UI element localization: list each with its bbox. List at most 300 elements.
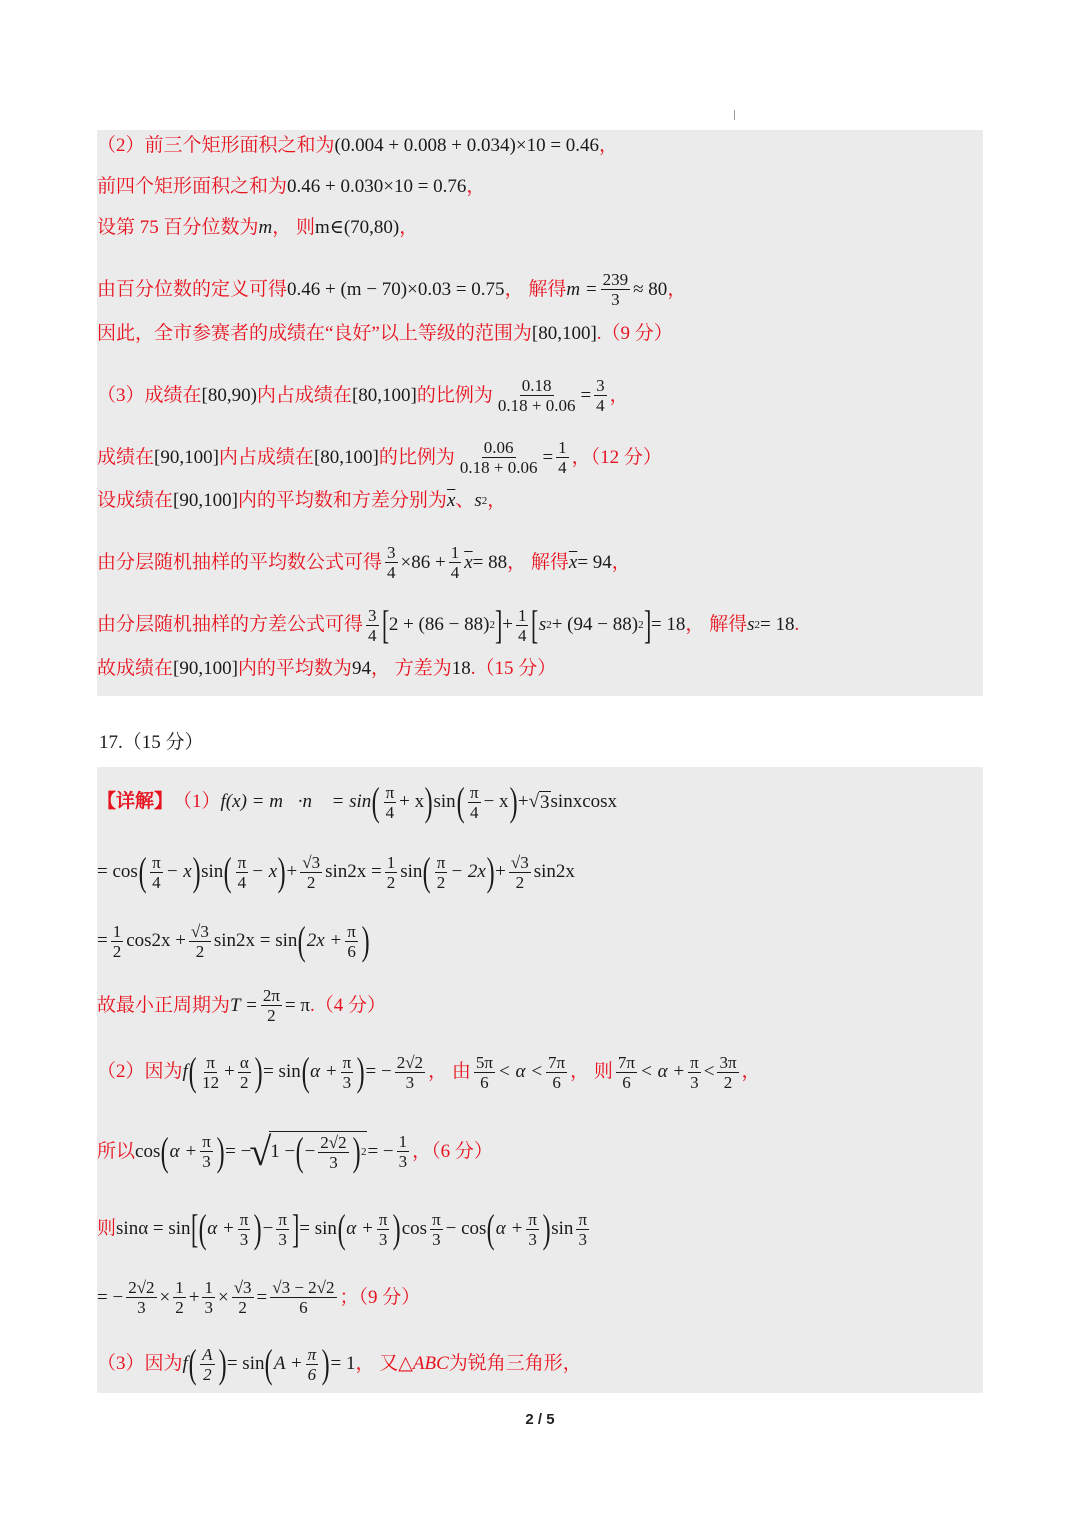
left-paren: ( bbox=[295, 1129, 304, 1174]
math: [80,100] bbox=[351, 384, 417, 406]
right-paren: ) bbox=[321, 1341, 330, 1386]
math: = bbox=[256, 1286, 268, 1308]
math: (0.004 + 0.008 + 0.034)×10 = 0.46 bbox=[334, 135, 600, 156]
superscript: 2 bbox=[546, 619, 552, 631]
line-part3-given bbox=[97, 1341, 582, 1386]
math: ABC bbox=[412, 1353, 449, 1374]
sqrt-sign: √ bbox=[249, 1128, 272, 1174]
text: 成绩在 bbox=[97, 446, 155, 468]
right-paren: ) bbox=[218, 1341, 227, 1386]
left-paren: ( bbox=[298, 918, 307, 963]
numerator: 2π bbox=[262, 986, 280, 1005]
fraction bbox=[150, 853, 163, 892]
right-paren: ) bbox=[486, 849, 495, 894]
right-paren: ) bbox=[216, 1128, 225, 1174]
math: 0.46 + (m − 70)×0.03 = 0.75 bbox=[287, 278, 505, 300]
math: 2 + (86 − 88) bbox=[388, 614, 490, 635]
denominator: 6 bbox=[307, 1364, 317, 1384]
math: sin bbox=[400, 861, 423, 882]
numerator: π bbox=[528, 1209, 537, 1229]
denominator: 4 bbox=[470, 802, 479, 822]
right-paren: ) bbox=[424, 779, 433, 824]
denominator: 2 bbox=[386, 872, 396, 892]
math: sin2x = sin bbox=[213, 930, 298, 951]
text: .（9 分） bbox=[596, 323, 673, 344]
line-mean-variance-setup bbox=[97, 490, 506, 512]
fraction bbox=[366, 606, 379, 645]
math: = 18 bbox=[650, 614, 686, 635]
solution-block-16 bbox=[97, 130, 983, 696]
math: = sin bbox=[299, 1218, 337, 1239]
text: ， bbox=[667, 278, 687, 300]
numerator: π bbox=[578, 1209, 588, 1229]
numerator: 0.18 bbox=[521, 376, 552, 395]
line-part1-simplify bbox=[97, 918, 370, 963]
fraction bbox=[601, 270, 631, 309]
numerator: 2√2 bbox=[320, 1132, 347, 1152]
text: 内占成绩在 bbox=[256, 384, 352, 406]
math: s bbox=[538, 614, 547, 635]
math: = 18 bbox=[760, 614, 795, 635]
math: − bbox=[304, 1141, 316, 1162]
numerator: 1 bbox=[112, 921, 122, 941]
fraction bbox=[430, 1210, 443, 1249]
left-paren: ( bbox=[188, 1049, 197, 1094]
math: + bbox=[188, 1286, 200, 1308]
denominator: 0.18 + 0.06 bbox=[459, 458, 538, 477]
sqrt-sign: √ bbox=[528, 791, 540, 812]
denominator: 4 bbox=[152, 872, 161, 892]
numerator: 0.06 bbox=[483, 438, 514, 457]
superscript: 2 bbox=[638, 619, 644, 631]
math: = bbox=[97, 930, 108, 951]
text: 由百分位数的定义可得 bbox=[97, 278, 288, 300]
text: . bbox=[794, 614, 800, 635]
math: = bbox=[580, 384, 592, 406]
text: 、 bbox=[455, 490, 475, 511]
denominator: 2 bbox=[112, 941, 122, 961]
denominator: 3 bbox=[378, 1229, 388, 1249]
denominator: 3 bbox=[578, 1229, 587, 1249]
math: + bbox=[495, 861, 506, 882]
right-paren: ) bbox=[509, 779, 518, 824]
math: < α < bbox=[497, 1061, 544, 1082]
denominator: 2 bbox=[436, 872, 446, 892]
line-period bbox=[97, 986, 386, 1025]
numerator: 2√2 bbox=[396, 1052, 424, 1072]
fraction bbox=[276, 1210, 289, 1249]
math: ≈ 80 bbox=[633, 278, 668, 300]
fraction bbox=[397, 1132, 410, 1171]
line-percentile-solve bbox=[97, 270, 686, 309]
text: 故最小正周期为 bbox=[97, 994, 231, 1016]
math: 18 bbox=[451, 658, 471, 679]
right-paren: ) bbox=[192, 849, 201, 894]
math: [80,90) bbox=[201, 384, 257, 406]
line-part2-first-three bbox=[97, 135, 618, 157]
superscript: 2 bbox=[489, 619, 495, 631]
text: 内的平均数和方差分别为 bbox=[237, 490, 447, 511]
left-paren: ( bbox=[188, 1341, 197, 1386]
math: = cos bbox=[97, 861, 138, 882]
math: sinxcosx bbox=[550, 791, 618, 812]
denominator: 4 bbox=[596, 396, 605, 415]
math: < bbox=[703, 1061, 715, 1082]
math: sin bbox=[201, 861, 224, 882]
denominator: 4 bbox=[237, 872, 247, 892]
numerator: π bbox=[436, 852, 446, 872]
right-paren: ) bbox=[361, 918, 370, 963]
left-paren: ( bbox=[198, 1206, 207, 1251]
math: + bbox=[224, 1061, 235, 1082]
fraction bbox=[509, 853, 531, 892]
math: = sin bbox=[263, 1061, 301, 1082]
math: [90,100] bbox=[173, 490, 238, 511]
left-paren: ( bbox=[161, 1128, 170, 1174]
fraction bbox=[546, 1053, 567, 1092]
text: ， bbox=[741, 1061, 761, 1082]
text: ，（12 分） bbox=[571, 446, 662, 468]
numerator: 1 bbox=[398, 1132, 408, 1151]
line-part3-ratio-b bbox=[97, 438, 662, 477]
text: 内占成绩在 bbox=[218, 446, 314, 468]
fraction bbox=[200, 1053, 221, 1092]
math: sin bbox=[551, 1218, 574, 1239]
math: α + bbox=[207, 1218, 235, 1239]
fraction bbox=[474, 1053, 495, 1092]
numerator: 239 bbox=[602, 270, 629, 289]
numerator: π bbox=[206, 1052, 215, 1072]
left-paren: ( bbox=[371, 779, 380, 824]
question-17-heading: 17.（15 分） bbox=[99, 732, 204, 753]
numerator: α bbox=[239, 1052, 249, 1072]
header-tick-mark bbox=[734, 110, 735, 120]
radicand-group bbox=[269, 1131, 367, 1172]
denominator: 3 bbox=[405, 1072, 415, 1092]
text: （3）因为 bbox=[97, 1353, 183, 1374]
fraction bbox=[202, 1278, 215, 1317]
denominator: 2 bbox=[175, 1298, 184, 1317]
numerator: 3π bbox=[719, 1052, 737, 1072]
denominator: 4 bbox=[385, 802, 395, 822]
denominator: 2 bbox=[203, 1364, 212, 1384]
denominator: 3 bbox=[329, 1152, 338, 1172]
math: × bbox=[217, 1286, 229, 1308]
math: + x bbox=[399, 791, 425, 812]
text: 设第 75 百分位数为 bbox=[97, 217, 259, 238]
fraction bbox=[576, 1210, 589, 1249]
denominator: 2 bbox=[306, 872, 316, 892]
denominator: 6 bbox=[622, 1072, 631, 1092]
denominator: 3 bbox=[432, 1229, 441, 1249]
denominator: 2 bbox=[238, 1298, 247, 1317]
math: + (94 − 88) bbox=[551, 614, 639, 635]
denominator: 4 bbox=[368, 625, 377, 645]
math: α + bbox=[169, 1140, 198, 1162]
text: ， 解得 bbox=[504, 278, 567, 300]
right-paren: ) bbox=[352, 1129, 361, 1174]
text: 由分层随机抽样的方差公式可得 bbox=[97, 614, 364, 635]
math: f(x) = m⃗·n⃗ = sin bbox=[220, 791, 372, 812]
text: （2）前三个矩形面积之和为 bbox=[97, 135, 335, 156]
left-paren: ( bbox=[138, 849, 147, 894]
denominator: 2 bbox=[723, 1072, 733, 1092]
numerator: 1 bbox=[517, 605, 527, 625]
fraction bbox=[238, 1053, 251, 1092]
text: ， 解得 bbox=[507, 551, 569, 573]
numerator: √3 − 2√2 bbox=[272, 1278, 335, 1297]
numerator: π bbox=[342, 1052, 352, 1072]
numerator: 2√2 bbox=[128, 1278, 155, 1297]
radicand: 3 bbox=[540, 791, 550, 813]
numerator: 1 bbox=[558, 438, 567, 457]
left-paren: ( bbox=[223, 849, 232, 894]
math: T = bbox=[230, 994, 258, 1016]
math: = π bbox=[284, 994, 310, 1016]
denominator: 3 bbox=[137, 1298, 146, 1317]
math: = 94 bbox=[577, 551, 612, 573]
left-paren: ( bbox=[423, 849, 432, 894]
math: + bbox=[286, 861, 298, 882]
fraction bbox=[111, 922, 124, 961]
line-part1-expand bbox=[97, 849, 575, 894]
left-paren: ( bbox=[265, 1341, 274, 1386]
numerator: 1 bbox=[175, 1278, 184, 1297]
math: α + bbox=[495, 1218, 524, 1239]
fraction bbox=[270, 1278, 336, 1317]
fraction bbox=[616, 1053, 637, 1092]
fraction bbox=[189, 922, 211, 961]
numerator: 3 bbox=[368, 605, 377, 625]
text: 故成绩在 bbox=[97, 658, 174, 679]
math: s bbox=[474, 490, 482, 511]
left-paren: ( bbox=[301, 1049, 310, 1094]
superscript: 2 bbox=[481, 495, 488, 507]
math: f bbox=[182, 1353, 188, 1374]
numerator: π bbox=[432, 1209, 441, 1229]
fraction bbox=[449, 543, 462, 582]
superscript: 2 bbox=[754, 619, 761, 631]
text: .（15 分） bbox=[470, 658, 557, 679]
math: = − bbox=[367, 1140, 394, 1162]
line-part1-def bbox=[97, 779, 618, 824]
math: = sin bbox=[226, 1353, 265, 1374]
numerator: √3 bbox=[191, 921, 209, 941]
math: + bbox=[502, 614, 513, 635]
fraction bbox=[435, 853, 448, 892]
text: ， bbox=[487, 490, 507, 511]
denominator: 2 bbox=[195, 941, 205, 961]
denominator: 4 bbox=[558, 458, 567, 477]
numerator: 7π bbox=[548, 1052, 566, 1072]
right-paren: ) bbox=[277, 849, 286, 894]
math: $\overline{x}$ bbox=[446, 490, 456, 511]
numerator: π bbox=[239, 1209, 249, 1229]
denominator: 6 bbox=[299, 1298, 308, 1317]
text: 因此，全市参赛者的成绩在“良好”以上等级的范围为 bbox=[97, 323, 532, 344]
denominator: 2 bbox=[267, 1006, 276, 1025]
fraction bbox=[300, 853, 322, 892]
math: sinα = sin bbox=[116, 1218, 191, 1239]
math: f bbox=[182, 1061, 188, 1082]
math: 94 bbox=[351, 658, 371, 679]
fraction bbox=[200, 1132, 213, 1171]
left-paren: ( bbox=[337, 1206, 346, 1251]
fraction bbox=[345, 922, 358, 961]
fraction bbox=[238, 1210, 251, 1249]
numerator: √3 bbox=[510, 852, 529, 872]
math: ×86 + bbox=[400, 551, 446, 573]
numerator: π bbox=[347, 921, 356, 941]
math: 1 − bbox=[270, 1141, 296, 1162]
text: （3）成绩在 bbox=[97, 384, 202, 406]
denominator: 2 bbox=[515, 872, 525, 892]
text: 内的平均数为 bbox=[237, 658, 352, 679]
math: < α + bbox=[640, 1061, 686, 1082]
math: = bbox=[542, 446, 554, 468]
right-paren: ) bbox=[254, 1049, 263, 1094]
math: s bbox=[747, 614, 755, 635]
math: cos2x + bbox=[126, 930, 187, 951]
text: 所以 bbox=[97, 1140, 136, 1162]
fraction bbox=[377, 1210, 390, 1249]
numerator: 3 bbox=[596, 376, 605, 395]
page-number: 2 / 5 bbox=[525, 1411, 555, 1428]
text: 的比例为 bbox=[416, 384, 493, 406]
denominator: 3 bbox=[611, 290, 620, 309]
text: 则 bbox=[97, 1218, 117, 1239]
fraction bbox=[526, 1210, 539, 1249]
denominator: 3 bbox=[278, 1229, 287, 1249]
math: cos bbox=[135, 1140, 161, 1162]
math: = − bbox=[97, 1286, 124, 1308]
math: A + bbox=[273, 1353, 303, 1374]
math: [90,100] bbox=[154, 446, 219, 468]
math: sin bbox=[433, 791, 456, 812]
math: 0.46 + 0.030×10 = 0.76 bbox=[287, 176, 467, 197]
math: m bbox=[258, 217, 273, 238]
text: ， bbox=[609, 384, 629, 406]
denominator: 4 bbox=[387, 563, 396, 582]
solution-block-17 bbox=[97, 767, 983, 1393]
fraction bbox=[232, 1278, 254, 1317]
denominator: 2 bbox=[240, 1072, 249, 1092]
math: m∈(70,80) bbox=[315, 217, 400, 238]
numerator: π bbox=[202, 1132, 211, 1151]
text: ， bbox=[466, 176, 486, 197]
fraction bbox=[516, 606, 529, 645]
text: ， 由 bbox=[428, 1061, 471, 1082]
math: − x bbox=[483, 791, 509, 812]
right-bracket: ] bbox=[494, 602, 503, 647]
fraction bbox=[594, 376, 607, 415]
numerator: 5π bbox=[475, 1052, 493, 1072]
text: 由分层随机抽样的平均数公式可得 bbox=[97, 551, 383, 573]
math: × bbox=[159, 1286, 171, 1308]
math: = 1 bbox=[330, 1353, 356, 1374]
text: ， 则 bbox=[272, 217, 316, 238]
fraction bbox=[200, 1345, 214, 1384]
fraction bbox=[385, 543, 398, 582]
numerator: π bbox=[278, 1209, 287, 1229]
math: α + bbox=[310, 1061, 338, 1082]
fraction bbox=[261, 986, 282, 1025]
right-paren: ) bbox=[542, 1206, 551, 1251]
math: m = bbox=[566, 278, 598, 300]
fraction bbox=[236, 853, 249, 892]
denominator: 3 bbox=[398, 1152, 408, 1171]
line-final-conclusion bbox=[97, 658, 556, 680]
numerator: 3 bbox=[387, 543, 396, 562]
math: = 88 bbox=[472, 551, 508, 573]
numerator: π bbox=[385, 782, 395, 802]
line-range-conclusion bbox=[97, 323, 673, 345]
math: $\overline{x}$ bbox=[568, 551, 578, 573]
numerator: π bbox=[378, 1209, 388, 1229]
fraction bbox=[458, 438, 540, 477]
math: − x bbox=[251, 861, 278, 882]
math: $\overline{x}$ bbox=[464, 551, 473, 573]
fraction bbox=[395, 1053, 425, 1092]
math: − bbox=[262, 1218, 274, 1239]
line-part3-ratio-a bbox=[97, 376, 629, 415]
line-first-four bbox=[97, 176, 485, 198]
math: sin2x bbox=[533, 861, 575, 882]
math: [80,100] bbox=[313, 446, 379, 468]
math: cos bbox=[401, 1218, 428, 1239]
text: 的比例为 bbox=[378, 446, 455, 468]
line-percentile-setup bbox=[97, 217, 418, 239]
denominator: 0.18 + 0.06 bbox=[497, 396, 576, 415]
denominator: 3 bbox=[690, 1072, 699, 1092]
denominator: 3 bbox=[239, 1229, 249, 1249]
fraction bbox=[306, 1345, 319, 1384]
fraction bbox=[556, 438, 569, 477]
math: − cos bbox=[445, 1218, 487, 1239]
right-bracket: ] bbox=[643, 602, 651, 647]
text: ，（6 分） bbox=[412, 1140, 493, 1162]
numerator: π bbox=[469, 782, 479, 802]
denominator: 3 bbox=[342, 1072, 352, 1092]
numerator: π bbox=[690, 1052, 699, 1072]
text: ， bbox=[599, 135, 619, 156]
right-paren: ) bbox=[356, 1049, 365, 1094]
denominator: 3 bbox=[528, 1229, 537, 1249]
math: 2x + bbox=[306, 930, 343, 951]
fraction bbox=[126, 1278, 156, 1317]
left-paren: ( bbox=[456, 779, 465, 824]
denominator: 6 bbox=[480, 1072, 489, 1092]
math: [80,100] bbox=[531, 323, 597, 344]
fraction bbox=[468, 783, 481, 822]
text: ， 则 bbox=[570, 1061, 613, 1082]
denominator: 12 bbox=[202, 1072, 220, 1092]
right-bracket: ] bbox=[291, 1206, 300, 1251]
line-sin-alpha bbox=[97, 1206, 592, 1251]
text: 设成绩在 bbox=[97, 490, 174, 511]
text: 为锐角三角形， bbox=[448, 1353, 582, 1374]
fraction bbox=[318, 1133, 348, 1172]
math: = − bbox=[365, 1061, 392, 1082]
fraction bbox=[496, 376, 578, 415]
right-paren: ) bbox=[253, 1206, 262, 1251]
numerator: π bbox=[307, 1344, 317, 1364]
left-bracket: [ bbox=[190, 1206, 198, 1251]
numerator: 1 bbox=[386, 852, 396, 872]
text: （1） bbox=[173, 791, 221, 812]
text: ， 方差为 bbox=[370, 658, 452, 679]
numerator: 7π bbox=[617, 1052, 635, 1072]
